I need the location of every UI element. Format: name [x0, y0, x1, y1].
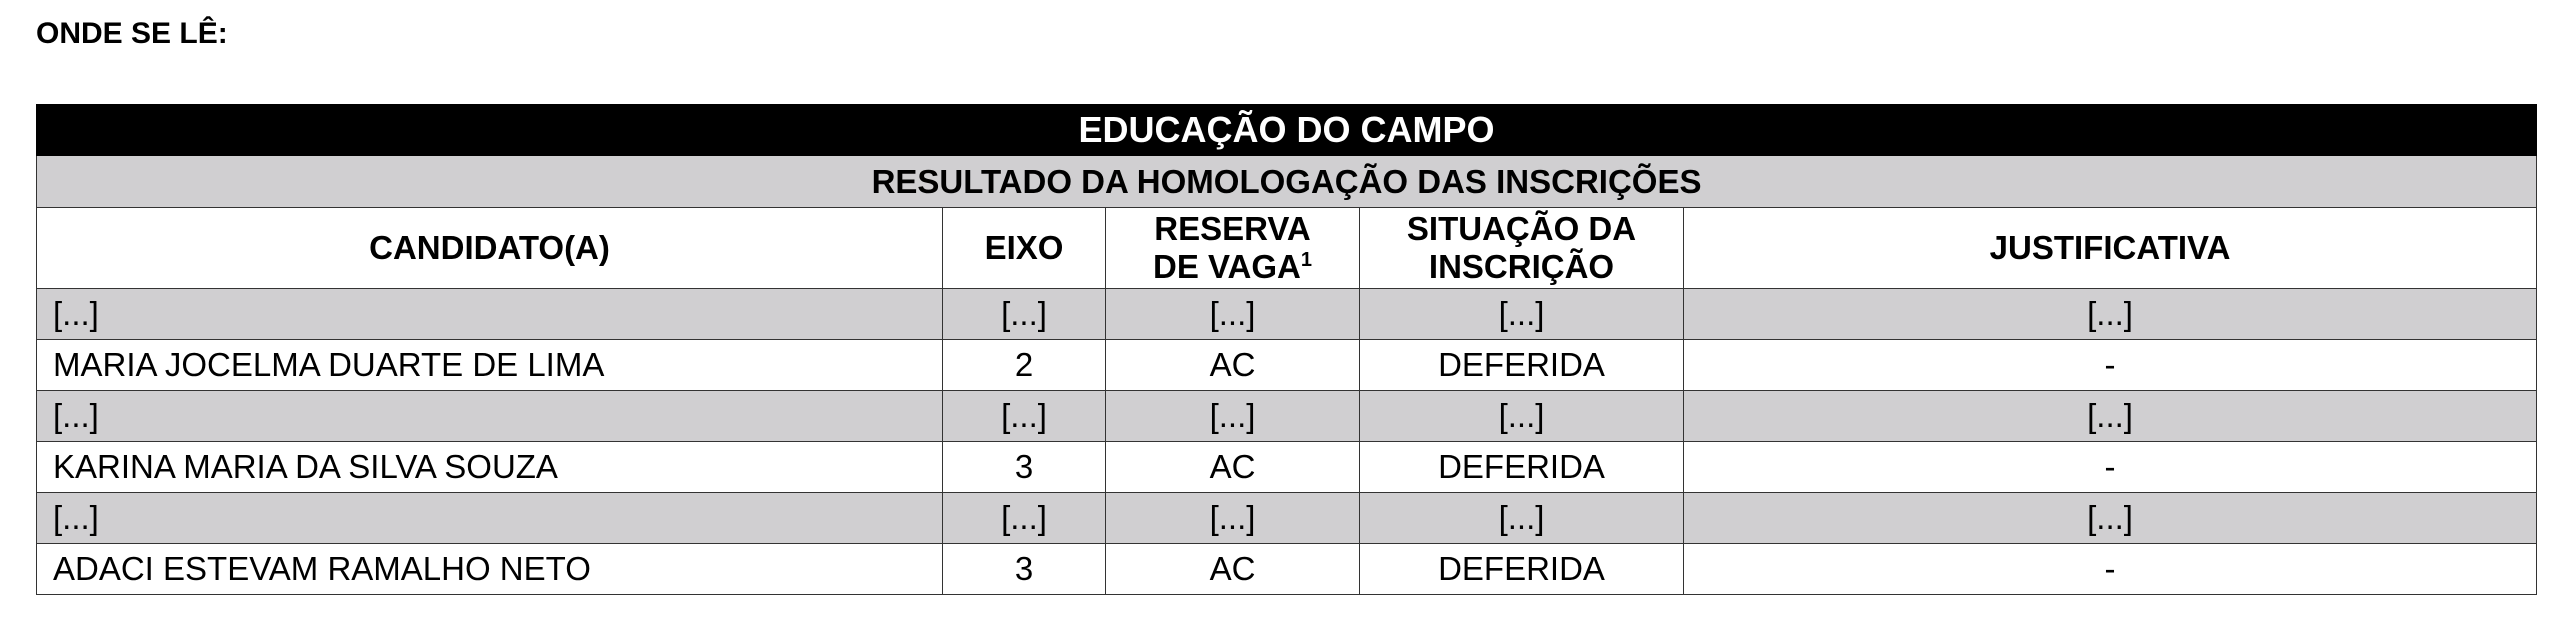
cell-eixo: [...]: [943, 289, 1106, 340]
header-reserva-line2-wrap: [1106, 248, 1359, 286]
header-situacao-da-inscricao: [1360, 208, 1684, 289]
table-subtitle: RESULTADO DA HOMOLOGAÇÃO DAS INSCRIÇÕES: [37, 156, 2537, 208]
cell-candidato: [...]: [37, 493, 943, 544]
header-reserva-line1: RESERVA: [1154, 210, 1311, 247]
header-situacao-line2: INSCRIÇÃO: [1428, 248, 1615, 285]
table-title: EDUCAÇÃO DO CAMPO: [37, 105, 2537, 156]
cell-situacao: [...]: [1360, 391, 1684, 442]
cell-situacao: [...]: [1360, 289, 1684, 340]
column-header-row: [37, 208, 2537, 289]
cell-situacao: DEFERIDA: [1360, 340, 1684, 391]
cell-reserva: AC: [1106, 442, 1360, 493]
header-eixo: EIXO: [943, 208, 1106, 289]
cell-candidato: MARIA JOCELMA DUARTE DE LIMA: [37, 340, 943, 391]
cell-situacao: DEFERIDA: [1360, 544, 1684, 595]
cell-situacao: DEFERIDA: [1360, 442, 1684, 493]
table-row: [37, 442, 2537, 493]
cell-justificativa: -: [1684, 340, 2537, 391]
cell-justificativa: [...]: [1684, 493, 2537, 544]
table-row: [37, 340, 2537, 391]
table-row: [37, 493, 2537, 544]
cell-eixo: 3: [943, 442, 1106, 493]
cell-situacao: [...]: [1360, 493, 1684, 544]
table-row: [37, 289, 2537, 340]
cell-eixo: 2: [943, 340, 1106, 391]
table-subtitle-row: [37, 156, 2537, 208]
table-row: [37, 544, 2537, 595]
table-row: [37, 391, 2537, 442]
header-reserva-line2: DE VAGA: [1152, 248, 1301, 285]
cell-eixo: [...]: [943, 391, 1106, 442]
cell-justificativa: -: [1684, 544, 2537, 595]
cell-justificativa: [...]: [1684, 289, 2537, 340]
cell-candidato: [...]: [37, 391, 943, 442]
cell-reserva: [...]: [1106, 391, 1360, 442]
cell-reserva: [...]: [1106, 289, 1360, 340]
cell-reserva: AC: [1106, 544, 1360, 595]
cell-justificativa: -: [1684, 442, 2537, 493]
cell-eixo: [...]: [943, 493, 1106, 544]
footnote-marker: 1: [1300, 249, 1313, 271]
page-heading: ONDE SE LÊ:: [36, 17, 228, 50]
cell-justificativa: [...]: [1684, 391, 2537, 442]
results-table: [36, 104, 2537, 595]
table-title-row: [37, 105, 2537, 156]
cell-eixo: 3: [943, 544, 1106, 595]
cell-reserva: AC: [1106, 340, 1360, 391]
cell-candidato: [...]: [37, 289, 943, 340]
cell-reserva: [...]: [1106, 493, 1360, 544]
header-situacao-line1: SITUAÇÃO DA: [1406, 210, 1637, 247]
header-candidato: CANDIDATO(A): [37, 208, 943, 289]
cell-candidato: ADACI ESTEVAM RAMALHO NETO: [37, 544, 943, 595]
header-reserva-de-vaga: [1106, 208, 1360, 289]
cell-candidato: KARINA MARIA DA SILVA SOUZA: [37, 442, 943, 493]
header-justificativa: JUSTIFICATIVA: [1684, 208, 2537, 289]
